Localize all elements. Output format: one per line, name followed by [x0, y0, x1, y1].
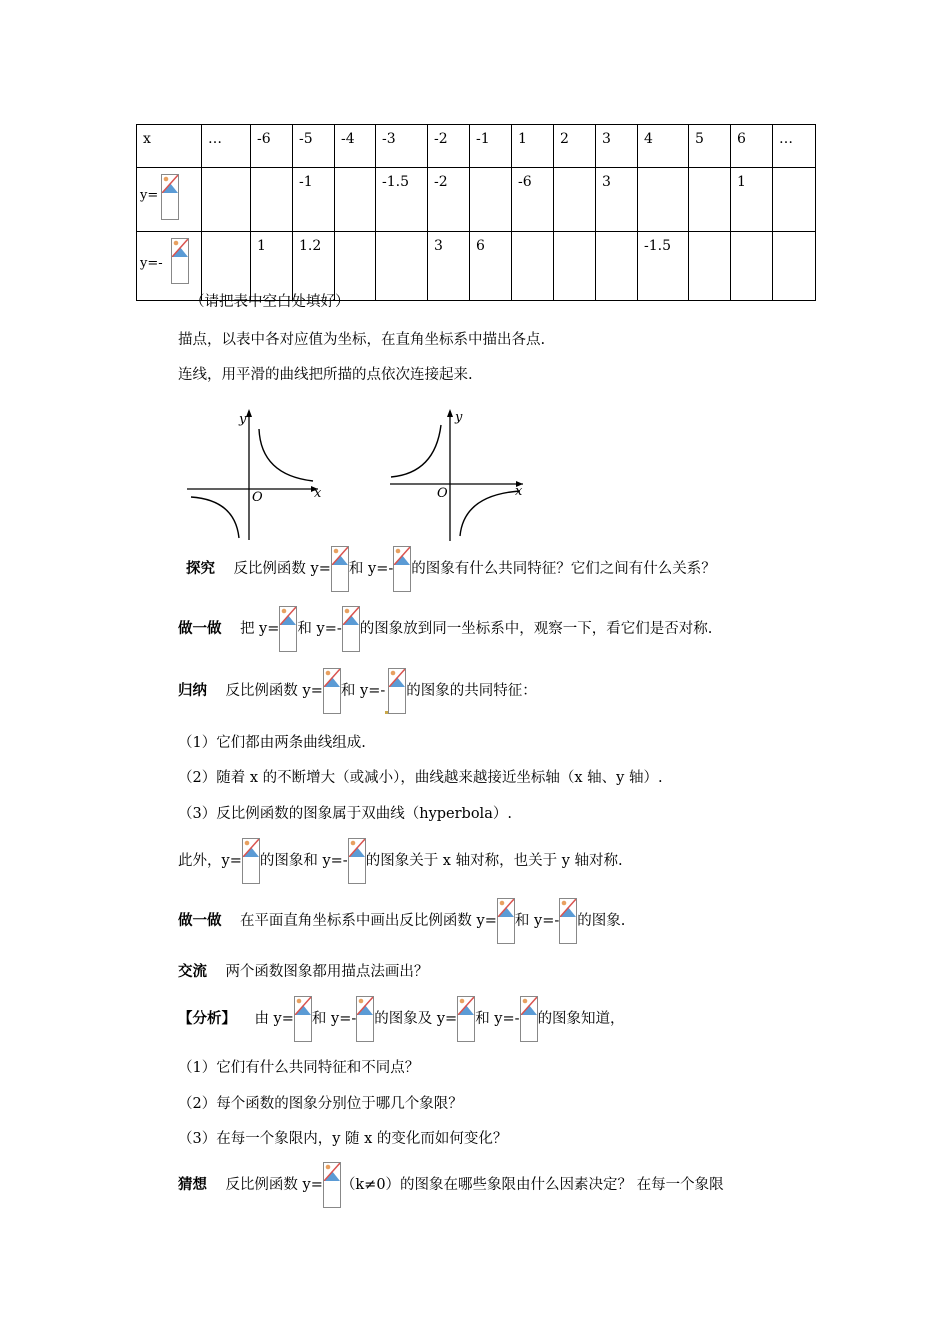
table-cell: x — [137, 125, 202, 168]
text: 和 y=- — [297, 621, 342, 637]
table-cell: -2 — [428, 125, 470, 168]
explore-tag: 探究 — [186, 561, 215, 577]
table-cell — [689, 168, 731, 232]
table-cell: … — [773, 125, 816, 168]
text: 的图象知道， — [537, 1011, 625, 1027]
fraction-image — [342, 606, 360, 652]
fraction-image — [171, 238, 189, 284]
text: （k≠0）的图象在哪些象限由什么因素决定？ 在每一个象限 — [340, 1177, 724, 1193]
table-cell: -5 — [293, 125, 335, 168]
exchange-line — [178, 962, 428, 982]
conjecture-line — [178, 1162, 724, 1208]
text: 的图象的共同特征： — [406, 683, 537, 699]
summary-item-3: （3）反比例函数的图象属于双曲线（hyperbola）. — [178, 806, 512, 822]
table-cell — [731, 232, 773, 301]
table-cell: -2 — [428, 168, 470, 232]
fraction-image — [356, 996, 374, 1042]
table-cell: 1 — [251, 232, 293, 301]
plot-instruction: 描点，以表中各对应值为坐标，在直角坐标系中描出各点. — [178, 332, 546, 348]
do-it-tag: 做一做 — [178, 913, 222, 929]
text: 和 y=- — [340, 683, 386, 699]
fraction-image — [294, 996, 312, 1042]
text: 的图象关于 x 轴对称，也关于 y 轴对称. — [365, 853, 623, 869]
origin-label: O — [437, 486, 448, 501]
table-cell — [512, 232, 554, 301]
hyperbola-graphs — [185, 405, 530, 545]
text: 和 y=- — [348, 561, 394, 577]
table-cell — [773, 232, 816, 301]
table-row — [137, 232, 816, 301]
table-cell — [202, 168, 251, 232]
fraction-image — [457, 996, 475, 1042]
question-3: （3）在每一个象限内，y 随 x 的变化而如何变化？ — [178, 1131, 508, 1147]
table-cell — [251, 168, 293, 232]
row-label-cell — [137, 168, 202, 232]
conjecture-tag: 猜想 — [178, 1177, 207, 1193]
fraction-image — [497, 898, 515, 944]
fraction-image — [279, 606, 297, 652]
table-cell — [335, 232, 376, 301]
table-cell: -1.5 — [376, 168, 428, 232]
do-it-line-1 — [178, 606, 712, 652]
explore-line — [186, 546, 716, 592]
fraction-image — [323, 668, 341, 714]
symmetry-line — [178, 838, 623, 884]
table-cell: 1 — [512, 125, 554, 168]
table-cell — [689, 232, 731, 301]
text: 的图象和 y=- — [259, 853, 348, 869]
fraction-image — [393, 546, 411, 592]
table-cell: 2 — [554, 125, 596, 168]
summary-item-1: （1）它们都由两条曲线组成. — [178, 735, 366, 751]
text: 的图象有什么共同特征？它们之间有什么关系？ — [411, 561, 716, 577]
graph-positive-k — [187, 409, 322, 540]
table-cell — [773, 168, 816, 232]
x-axis-label: x — [515, 484, 523, 499]
table-header-row — [137, 125, 816, 168]
exchange-tag: 交流 — [178, 964, 207, 980]
table-cell: -4 — [335, 125, 376, 168]
text: 两个函数图象都用描点法画出？ — [225, 964, 429, 980]
fill-note: （请把表中空白处填好） — [190, 294, 350, 310]
text: 和 y=- — [475, 1011, 520, 1027]
origin-label: O — [252, 490, 263, 505]
y-axis-label: y — [455, 410, 463, 425]
fraction-image — [348, 838, 366, 884]
table-cell: 3 — [596, 125, 638, 168]
text: 把 y= — [239, 621, 280, 637]
table-cell: 4 — [638, 125, 689, 168]
summary-tag: 归纳 — [178, 683, 207, 699]
table-cell — [554, 232, 596, 301]
text: 反比例函数 y= — [233, 561, 331, 577]
graph-negative-k — [390, 409, 523, 541]
fraction-image — [520, 996, 538, 1042]
analysis-tag: 【分析】 — [178, 1011, 236, 1027]
table-cell: -3 — [376, 125, 428, 168]
question-2: （2）每个函数的图象分别位于哪几个象限？ — [178, 1096, 463, 1112]
table-cell: … — [202, 125, 251, 168]
y-axis-label: y — [239, 412, 247, 427]
fraction-image — [559, 898, 577, 944]
table-cell: -1 — [293, 168, 335, 232]
text: 在平面直角坐标系中画出反比例函数 y= — [239, 913, 497, 929]
table-cell: 3 — [596, 168, 638, 232]
text: 由 y= — [254, 1011, 294, 1027]
text: 反比例函数 y= — [225, 683, 323, 699]
table-cell: -6 — [251, 125, 293, 168]
summary-item-2: （2）随着 x 的不断增大（或减小），曲线越来越接近坐标轴（x 轴、y 轴）. — [178, 770, 663, 786]
table-cell — [596, 232, 638, 301]
text: 和 y=- — [514, 913, 560, 929]
table-cell — [554, 168, 596, 232]
row-label: y=- — [140, 256, 163, 271]
text: 的图象放到同一坐标系中，观察一下，看它们是否对称. — [359, 621, 713, 637]
table-cell: -6 — [512, 168, 554, 232]
x-axis-label: x — [314, 486, 322, 501]
row-label: y= — [140, 188, 159, 203]
fraction-image — [331, 546, 349, 592]
table-cell: -1.5 — [638, 232, 689, 301]
table-cell: 1.2 — [293, 232, 335, 301]
table-cell — [470, 168, 512, 232]
table-row — [137, 168, 816, 232]
text: 此外，y= — [178, 853, 242, 869]
fraction-image — [388, 668, 406, 714]
do-it-tag: 做一做 — [178, 621, 222, 637]
fraction-image — [161, 174, 179, 220]
table-cell: 3 — [428, 232, 470, 301]
analysis-line — [178, 996, 625, 1042]
table-cell: 6 — [470, 232, 512, 301]
summary-line — [178, 668, 537, 714]
table-cell: 5 — [689, 125, 731, 168]
text: 的图象. — [577, 913, 626, 929]
connect-instruction: 连线，用平滑的曲线把所描的点依次连接起来. — [178, 367, 473, 383]
table-cell — [335, 168, 376, 232]
value-table — [136, 124, 816, 301]
table-cell — [638, 168, 689, 232]
do-it-line-2 — [178, 898, 625, 944]
row-label-cell — [137, 232, 202, 301]
table-cell: 6 — [731, 125, 773, 168]
fraction-image — [242, 838, 260, 884]
text: 的图象及 y= — [374, 1011, 458, 1027]
table-cell: -1 — [470, 125, 512, 168]
question-1: （1）它们有什么共同特征和不同点？ — [178, 1060, 420, 1076]
text: 反比例函数 y= — [225, 1177, 323, 1193]
table-cell: 1 — [731, 168, 773, 232]
table-cell — [202, 232, 251, 301]
table-cell — [376, 232, 428, 301]
fraction-image — [323, 1162, 341, 1208]
text: 和 y=- — [311, 1011, 357, 1027]
